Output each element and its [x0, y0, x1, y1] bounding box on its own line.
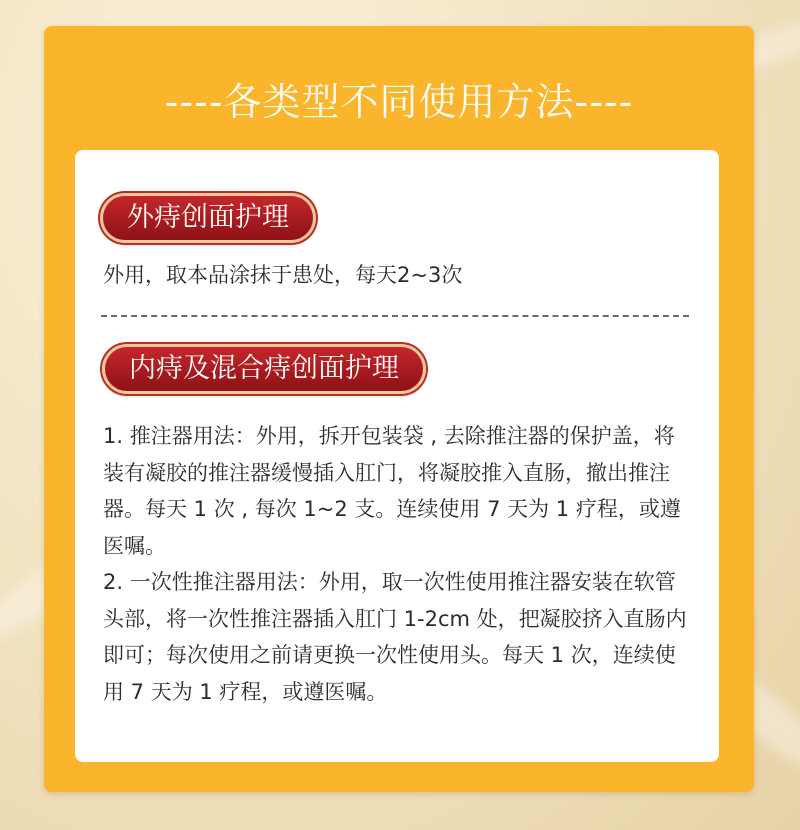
section-heading-external: 外痔创面护理 [103, 196, 313, 240]
step-disposable-injector-usage: 2. 一次性推注器用法：外用，取一次性使用推注器安装在软管头部，将一次性推注器插入肛门 1-2cm 处，把凝胶挤入直肠内即可；每次使用之前请更换一次性使用头。每天 1 次，连续使用 7 天为 1 疗程，或遵医嘱。 [103, 570, 687, 704]
section-heading-internal: 内痔及混合痔创面护理 [105, 347, 423, 391]
instruction-card [75, 150, 719, 762]
section-text-external: 外用，取本品涂抹于患处，每天2~3次 [103, 263, 463, 287]
step-injector-usage: 1. 推注器用法：外用，拆开包装袋 , 去除推注器的保护盖，将装有凝胶的推注器缓慢插入肛门，将凝胶推入直肠，撤出推注器。每天 1 次 , 每次 1~2 支。连续使用 7 天为 1 疗程，或遵医嘱。 [103, 424, 681, 558]
dashed-divider [101, 315, 689, 317]
panel-title: ----各类型不同使用方法---- [164, 80, 634, 124]
usage-panel [44, 26, 754, 792]
